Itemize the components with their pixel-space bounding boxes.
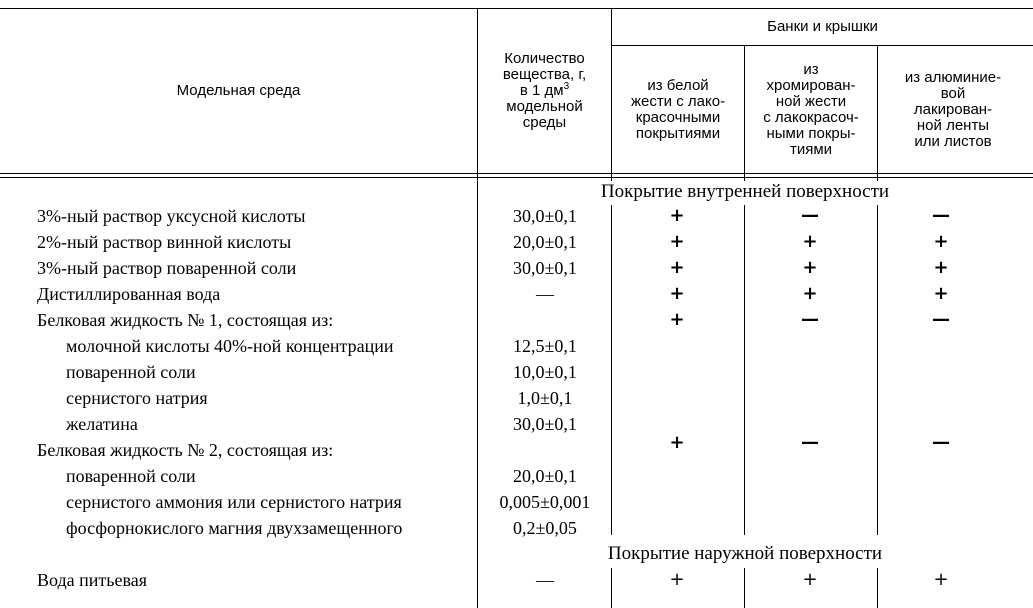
header-alu-line-5: или листов (914, 132, 992, 150)
row-name: Белковая жидкость № 1, состоящая из: (37, 310, 334, 330)
row-name: 3%-ный раствор уксусной кислоты (37, 206, 306, 226)
header-group-label: Банки и крышки (767, 17, 878, 35)
mark-chrome: + (802, 257, 818, 278)
header-bottom-rule-1 (0, 173, 1033, 174)
divider-chrome-alu-body-1 (877, 205, 878, 535)
mark-tin: + (669, 432, 685, 453)
row-name: Вода питьевая (37, 570, 147, 590)
mark-alu: + (933, 231, 949, 252)
header-alu (878, 46, 1028, 173)
mark-tin: + (669, 309, 685, 330)
header-quantity-line-3: в 1 $дм^3$ (519, 80, 570, 99)
row-name: Белковая жидкость № 2, состоящая из: (37, 440, 334, 460)
header-medium (0, 8, 477, 173)
header-chrome-line-6: тиями (789, 140, 833, 158)
header-quantity-line-1: Количество (504, 49, 585, 67)
header-tin (612, 46, 744, 173)
section-inner-title: Покрытие внутренней поверхности (600, 181, 890, 202)
header-chrome-line-2: хромирован- (766, 76, 856, 94)
mark-tin: + (669, 283, 685, 304)
mark-chrome: — (801, 205, 819, 226)
header-tin-line-4: покрытиями (635, 124, 721, 142)
mark-tin: + (669, 205, 685, 226)
row-quantity: — (536, 570, 554, 590)
row-name: фосфорнокислого магния двухзамещенного (66, 518, 403, 538)
row-quantity: — (536, 284, 554, 304)
mark-alu: — (932, 309, 950, 330)
mark-tin: + (669, 569, 685, 590)
row-quantity: 30,0±0,1 (513, 258, 577, 278)
header-chrome-line-3: ной жести (775, 92, 847, 110)
row-quantity: 1,0±0,1 (517, 388, 573, 408)
header-tin-line-1: из белой (647, 76, 709, 94)
mark-tin: + (669, 231, 685, 252)
header-quantity-line-2: вещества, г, (502, 65, 587, 83)
section-outer-title: Покрытие наружной поверхности (607, 543, 883, 564)
header-chrome-line-1: из (803, 60, 819, 78)
row-quantity: 10,0±0,1 (513, 362, 577, 382)
row-name: 3%-ный раствор поваренной соли (37, 258, 297, 278)
header-alu-line-4: ной ленты (916, 116, 990, 134)
header-medium-label: Модельная среда (176, 81, 301, 99)
header-chrome (745, 46, 877, 173)
mark-alu: + (933, 257, 949, 278)
header-quantity-superscript: 3 (563, 80, 570, 92)
header-quantity (478, 8, 611, 173)
header-group-cans (612, 8, 1033, 45)
mark-chrome: — (801, 309, 819, 330)
row-quantity: 30,0±0,1 (513, 206, 577, 226)
mark-chrome: + (802, 231, 818, 252)
row-name: молочной кислоты 40%-ной концентрации (66, 336, 394, 356)
row-name: поваренной соли (66, 466, 196, 486)
header-chrome-line-5: ными покры- (766, 124, 856, 142)
row-name: сернистого аммония или сернистого натрия (66, 492, 402, 512)
header-bottom-rule-2 (0, 177, 1033, 178)
row-name: поваренной соли (66, 362, 196, 382)
header-alu-line-2: вой (940, 84, 966, 102)
row-quantity: 0,2±0,05 (513, 518, 577, 538)
mark-chrome: + (802, 569, 818, 590)
header-alu-line-1: из алюминие- (904, 68, 1002, 86)
row-name: сернистого натрия (66, 388, 208, 408)
mark-alu: + (933, 283, 949, 304)
mark-chrome: — (801, 432, 819, 453)
header-quantity-line-5: среды (522, 113, 567, 131)
header-alu-line-3: лакирован- (913, 100, 993, 118)
mark-chrome: + (802, 283, 818, 304)
row-quantity: 0,005±0,001 (499, 492, 591, 512)
row-quantity: 30,0±0,1 (513, 414, 577, 434)
mark-alu: + (933, 569, 949, 590)
row-quantity: 12,5±0,1 (513, 336, 577, 356)
row-quantity: 20,0±0,1 (513, 466, 577, 486)
row-name: Дистиллированная вода (37, 284, 221, 304)
row-name: 2%-ный раствор винной кислоты (37, 232, 292, 252)
divider-chrome-alu-body-2 (877, 568, 878, 608)
row-quantity: 20,0±0,1 (513, 232, 577, 252)
mark-alu: — (932, 432, 950, 453)
header-tin-line-2: жести с лако- (630, 92, 726, 110)
header-chrome-line-4: с лакокрасоч- (763, 108, 859, 126)
divider-tin-chrome-body-2 (744, 568, 745, 608)
mark-tin: + (669, 257, 685, 278)
header-tin-line-3: красочными (635, 108, 721, 126)
divider-tin-chrome-body-1 (744, 205, 745, 535)
mark-alu: — (932, 205, 950, 226)
row-name: желатина (66, 414, 138, 434)
header-quantity-line-4: модельной (506, 97, 583, 115)
